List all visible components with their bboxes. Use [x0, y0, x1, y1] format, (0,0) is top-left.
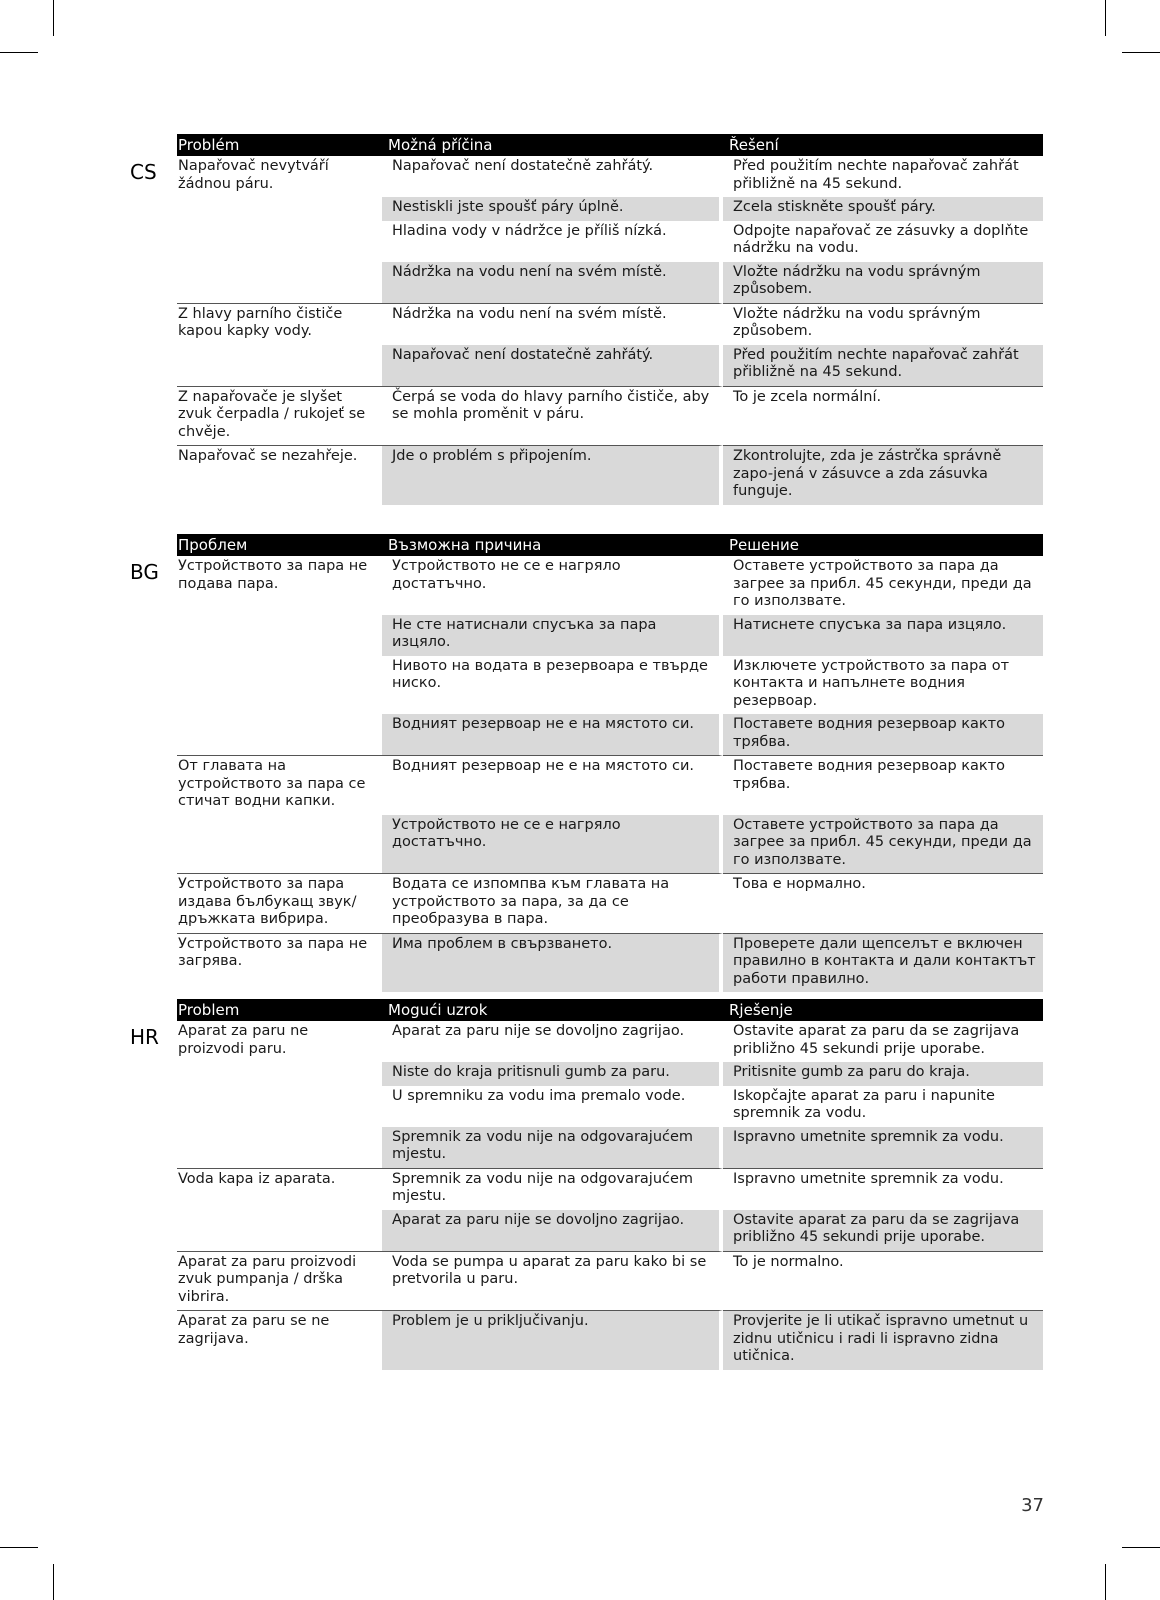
table-row: [177, 1251, 1043, 1311]
solution-cell: Iskopčajte aparat za paru i napunite spremnik za vodu.: [733, 1087, 995, 1121]
problem-cell: [177, 1210, 382, 1251]
problem-cell: Aparat za paru ne proizvodi paru.: [178, 1023, 309, 1057]
solution-cell: Оставете устройството за пара да загрее за прибл. 45 секунди, преди да го използвате.: [733, 558, 1032, 609]
solution-cell: Поставете водния резервоар както трябва.: [723, 714, 1043, 755]
troubleshooting-table: [177, 999, 1043, 1370]
crop-mark: [0, 1547, 38, 1548]
language-code: BG: [130, 560, 159, 584]
table-row: [177, 221, 1043, 262]
problem-cell: Устройството за пара не загрява.: [177, 933, 382, 993]
solution-cell: Vložte nádržku na vodu správným způsobem.: [723, 262, 1043, 303]
cause-cell: Spremnik za vodu nije na odgovarajućem mjestu.: [382, 1127, 723, 1168]
cause-cell: Napařovač není dostatečně zahřátý.: [382, 345, 723, 386]
table-row: [177, 303, 1043, 345]
solution-cell: Ostavite aparat za paru da se zagrijava približno 45 sekundi prije uporabe.: [723, 1210, 1043, 1251]
crop-mark: [1105, 1564, 1106, 1600]
cause-cell: U spremniku za vodu ima premalo vode.: [382, 1086, 723, 1127]
table-row: [177, 556, 1043, 615]
table-row: [177, 615, 1043, 656]
solution-cell: Před použitím nechte napařovač zahřát přibližně na 45 sekund.: [723, 345, 1043, 386]
solution-cell: Ispravno umetnite spremnik za vodu.: [723, 1168, 1043, 1210]
cause-cell: Nestiskli jste spoušť páry úplně.: [382, 197, 723, 221]
page-number: 37: [1021, 1495, 1044, 1516]
cause-cell: Hladina vody v nádržce je příliš nízká.: [382, 221, 723, 262]
table-row: [177, 1086, 1043, 1127]
solution-cell: Проверете дали щепселът е включен правилно в контакта и дали контактът работи правилно.: [723, 933, 1043, 993]
cause-cell: Niste do kraja pritisnuli gumb za paru.: [382, 1062, 723, 1086]
table-row: [177, 345, 1043, 386]
cause-cell: Aparat za paru nije se dovoljno zagrijao.: [382, 1021, 723, 1062]
cause-cell: Водата се изпомпва към главата на устройството за пара, за да се преобразува в пара.: [382, 873, 723, 933]
cause-cell: Нивото на водата в резервоара е твърде ниско.: [382, 656, 723, 715]
solution-cell: Odpojte napařovač ze zásuvky a doplňte nádržku na vodu.: [733, 222, 1029, 256]
header-problem: Проблем: [177, 534, 382, 556]
problem-cell: [177, 1062, 382, 1086]
table-row: [177, 1210, 1043, 1251]
problem-cell: [177, 815, 382, 874]
table-row: [177, 445, 1043, 505]
problem-cell: [177, 714, 382, 755]
solution-cell: Оставете устройството за пара да загрее за прибл. 45 секунди, преди да го използвате.: [723, 815, 1043, 874]
solution-cell: Před použitím nechte napařovač zahřát přibližně na 45 sekund.: [733, 158, 1019, 192]
table-row: [177, 873, 1043, 933]
cause-cell: Не сте натиснали спусъка за пара изцяло.: [382, 615, 723, 656]
table-row: [177, 1062, 1043, 1086]
cause-cell: Jde o problém s připojením.: [382, 445, 723, 505]
table-row: [177, 755, 1043, 815]
cause-cell: Napařovač není dostatečně zahřátý.: [382, 156, 723, 197]
problem-cell: Napařovač se nezahřeje.: [177, 445, 382, 505]
problem-cell: [177, 1127, 382, 1168]
header-solution: Решение: [723, 534, 1043, 556]
table-row: [177, 1310, 1043, 1370]
table-row: [177, 1021, 1043, 1062]
solution-cell: Provjerite je li utikač ispravno umetnut u zidnu utičnicu i radi li ispravno zidna utičnica.: [723, 1310, 1043, 1370]
cause-cell: Има проблем в свързването.: [382, 933, 723, 993]
troubleshooting-table: [177, 534, 1043, 992]
problem-cell: [177, 1086, 382, 1127]
header-cause: Mogući uzrok: [382, 999, 723, 1021]
table-row: [177, 933, 1043, 993]
cause-cell: Водният резервоар не е на мястото си.: [382, 755, 723, 815]
table-row: [177, 1168, 1043, 1210]
table-row: [177, 656, 1043, 715]
language-code: CS: [130, 160, 157, 184]
troubleshooting-table: [177, 134, 1043, 505]
crop-mark: [53, 0, 54, 36]
header-cause: Възможна причина: [382, 534, 723, 556]
problem-cell: Aparat za paru se ne zagrijava.: [177, 1310, 382, 1370]
problem-cell: Napařovač nevytváří žádnou páru.: [178, 158, 329, 192]
cause-cell: Voda se pumpa u aparat za paru kako bi se pretvorila u paru.: [382, 1251, 723, 1311]
solution-cell: To je normalno.: [723, 1251, 1043, 1311]
problem-cell: Устройството за пара не подава пара.: [178, 558, 368, 592]
solution-cell: Това е нормално.: [723, 873, 1043, 933]
crop-mark: [1105, 0, 1106, 36]
problem-cell: [177, 345, 382, 386]
cause-cell: Водният резервоар не е на мястото си.: [382, 714, 723, 755]
problem-cell: [177, 262, 382, 303]
header-cause: Možná příčina: [382, 134, 723, 156]
header-solution: Rješenje: [723, 999, 1043, 1021]
solution-cell: Ispravno umetnite spremnik za vodu.: [723, 1127, 1043, 1168]
problem-cell: Voda kapa iz aparata.: [177, 1168, 382, 1210]
cause-cell: Aparat za paru nije se dovoljno zagrijao.: [382, 1210, 723, 1251]
crop-mark: [1122, 52, 1160, 53]
problem-cell: Z napařovače je slyšet zvuk čerpadla / rukojeť se chvěje.: [177, 386, 382, 446]
table-row: [177, 386, 1043, 446]
header-problem: Problem: [177, 999, 382, 1021]
cause-cell: Nádržka na vodu není na svém místě.: [382, 303, 723, 345]
problem-cell: От главата на устройството за пара се стичат водни капки.: [177, 755, 382, 815]
solution-cell: Ostavite aparat za paru da se zagrijava približno 45 sekundi prije uporabe.: [733, 1023, 1020, 1057]
problem-cell: Устройството за пара издава бълбукащ звук/ дръжката вибрира.: [177, 873, 382, 933]
table-row: [177, 1127, 1043, 1168]
language-code: HR: [130, 1025, 159, 1049]
solution-cell: Zcela stiskněte spoušť páry.: [723, 197, 1043, 221]
header-problem: Problém: [177, 134, 382, 156]
table-row: [177, 197, 1043, 221]
solution-cell: Pritisnite gumb za paru do kraja.: [723, 1062, 1043, 1086]
table-row: [177, 815, 1043, 874]
cause-cell: Устройството не се е нагряло достатъчно.: [382, 556, 723, 615]
header-solution: Řešení: [723, 134, 1043, 156]
table-row: [177, 714, 1043, 755]
problem-cell: [177, 656, 382, 715]
problem-cell: [177, 615, 382, 656]
problem-cell: Z hlavy parního čističe kapou kapky vody.: [177, 303, 382, 345]
problem-cell: [177, 197, 382, 221]
cause-cell: Устройството не се е нагряло достатъчно.: [382, 815, 723, 874]
table-row: [177, 156, 1043, 197]
problem-cell: Aparat za paru proizvodi zvuk pumpanja / drška vibrira.: [177, 1251, 382, 1311]
problem-cell: [177, 221, 382, 262]
solution-cell: Натиснете спусъка за пара изцяло.: [723, 615, 1043, 656]
cause-cell: Spremnik za vodu nije na odgovarajućem mjestu.: [382, 1168, 723, 1210]
table-row: [177, 262, 1043, 303]
cause-cell: Čerpá se voda do hlavy parního čističe, aby se mohla proměnit v páru.: [382, 386, 723, 446]
solution-cell: Vložte nádržku na vodu správným způsobem.: [723, 303, 1043, 345]
crop-mark: [0, 52, 38, 53]
solution-cell: To je zcela normální.: [723, 386, 1043, 446]
cause-cell: Nádržka na vodu není na svém místě.: [382, 262, 723, 303]
cause-cell: Problem je u priključivanju.: [382, 1310, 723, 1370]
crop-mark: [53, 1564, 54, 1600]
solution-cell: Поставете водния резервоар както трябва.: [723, 755, 1043, 815]
solution-cell: Zkontrolujte, zda je zástrčka správně zapo-jená v zásuvce a zda zásuvka funguje.: [723, 445, 1043, 505]
crop-mark: [1122, 1547, 1160, 1548]
solution-cell: Изключете устройството за пара от контакта и напълнете водния резервоар.: [733, 657, 1010, 709]
